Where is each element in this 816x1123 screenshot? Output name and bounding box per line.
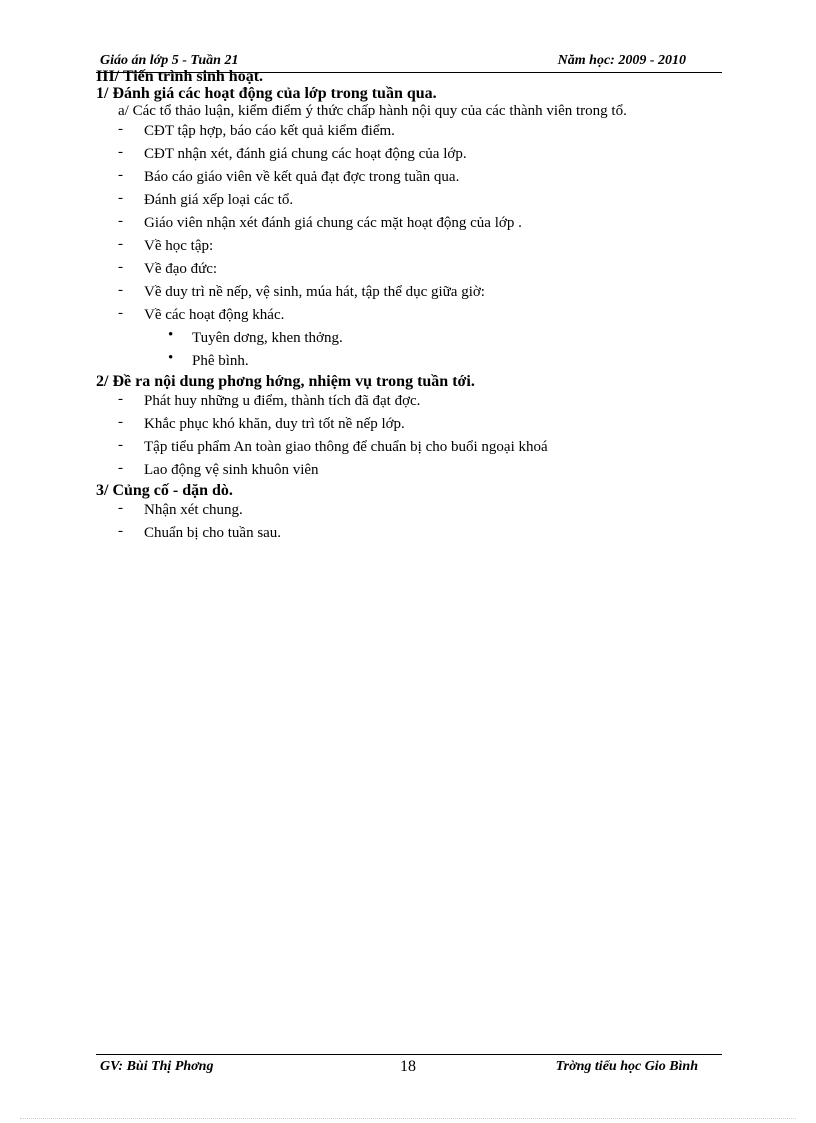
list-item: - Về các hoạt động khác.: [96, 304, 696, 327]
dash-marker: -: [118, 144, 123, 160]
section-heading: III/ Tiến trình sinh hoạt.: [96, 68, 264, 85]
dash-marker: -: [118, 414, 123, 430]
list-item: • Tuyên dơng, khen thởng.: [96, 327, 696, 350]
list-item: - Về học tập:: [96, 235, 696, 258]
dash-marker: -: [118, 523, 123, 539]
list-item: - Tập tiểu phẩm An toàn giao thông để chuẩn bị cho buổi ngoại khoá: [96, 436, 696, 459]
part1-intro: a/ Các tổ thảo luận, kiểm điểm ý thức chấp hành nội quy của các thành viên trong tổ.: [118, 103, 627, 119]
list-item: - Chuẩn bị cho tuần sau.: [96, 522, 696, 545]
dash-marker: -: [118, 259, 123, 275]
part2-list: [96, 390, 696, 482]
list-item: - Báo cáo giáo viên về kết quả đạt đợc trong tuần qua.: [96, 166, 696, 189]
list-item: - Lao động vệ sinh khuôn viên: [96, 459, 696, 482]
part3-heading: 3/ Củng cố - dặn dò.: [96, 482, 233, 499]
header-left: Giáo án lớp 5 - Tuần 21: [100, 53, 239, 68]
dash-marker: -: [118, 213, 123, 229]
dash-marker: -: [118, 236, 123, 252]
bullet-icon: •: [168, 350, 174, 366]
dash-marker: -: [118, 305, 123, 321]
bullet-icon: •: [168, 327, 174, 343]
list-item: - Phát huy những u điểm, thành tích đã đạt đợc.: [96, 390, 696, 413]
dash-marker: -: [118, 500, 123, 516]
part1-sublist: [96, 327, 696, 373]
dash-marker: -: [118, 190, 123, 206]
dash-marker: -: [118, 437, 123, 453]
dash-marker: -: [118, 121, 123, 137]
list-item: - Nhận xét chung.: [96, 499, 696, 522]
list-item: - CĐT tập hợp, báo cáo kết quả kiểm điểm.: [96, 120, 696, 143]
part2-heading: 2/ Đề ra nội dung phơng hớng, nhiệm vụ trong tuần tới.: [96, 373, 475, 390]
document-body: [96, 68, 696, 545]
part1-list: [96, 120, 696, 327]
page-number: 18: [400, 1058, 416, 1075]
part3-list: [96, 499, 696, 545]
list-item: - Về duy trì nề nếp, vệ sinh, múa hát, tập thể dục giữa giờ:: [96, 281, 696, 304]
header-right: Năm học: 2009 - 2010: [557, 53, 686, 68]
list-item: - Giáo viên nhận xét đánh giá chung các mặt hoạt động của lớp .: [96, 212, 696, 235]
dash-marker: -: [118, 391, 123, 407]
dash-marker: -: [118, 167, 123, 183]
list-item: - Về đạo đức:: [96, 258, 696, 281]
footer-left: GV: Bùi Thị Phơng: [100, 1059, 214, 1074]
dash-marker: -: [118, 282, 123, 298]
footer-right: Trờng tiểu học Gio Bình: [555, 1059, 698, 1074]
list-item: - CĐT nhận xét, đánh giá chung các hoạt động của lớp.: [96, 143, 696, 166]
page-bottom-divider: [20, 1118, 796, 1119]
page-footer: [96, 1054, 722, 1075]
part1-heading: 1/ Đánh giá các hoạt động của lớp trong tuần qua.: [96, 85, 437, 102]
list-item: - Đánh giá xếp loại các tổ.: [96, 189, 696, 212]
list-item: - Khắc phục khó khăn, duy trì tốt nề nếp lớp.: [96, 413, 696, 436]
dash-marker: -: [118, 460, 123, 476]
list-item: • Phê bình.: [96, 350, 696, 373]
